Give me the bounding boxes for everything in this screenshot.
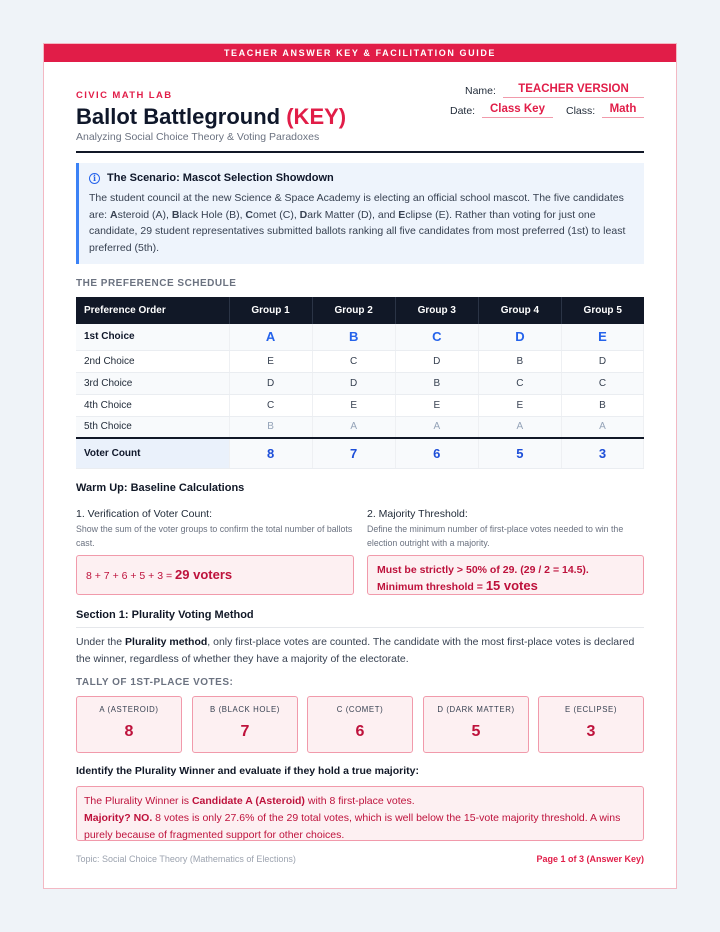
table-cell: A (229, 324, 312, 350)
tally-card: B (BLACK HOLE) 7 (192, 696, 298, 753)
winner-question: Identify the Plurality Winner and evaluate if they hold a true majority: (76, 765, 419, 777)
plurality-description: Under the Plurality method, only first-place votes are counted. The candidate with the most first-place votes is declared the winner, regardless of whether they have a majority of the electorate. (76, 636, 635, 665)
voter-count-cell: 7 (312, 438, 395, 468)
section1-heading: Section 1: Plurality Voting Method (76, 609, 254, 621)
table-header: Group 2 (312, 297, 395, 324)
worksheet-page (43, 43, 677, 889)
key-tag: (KEY) (286, 104, 347, 129)
table-cell: E (478, 394, 561, 416)
name-field[interactable]: TEACHER VERSION (503, 82, 644, 98)
q1-description: Show the sum of the voter groups to confirm the total number of ballots cast. (76, 524, 353, 548)
row-label: 4th Choice (76, 394, 229, 416)
table-cell: C (312, 350, 395, 372)
table-row (76, 372, 644, 394)
table-cell: A (395, 416, 478, 438)
table-cell: B (395, 372, 478, 394)
table-header: Preference Order (76, 297, 229, 324)
table-row (76, 394, 644, 416)
table-cell: C (395, 324, 478, 350)
voter-count-cell: 5 (478, 438, 561, 468)
table-cell: D (229, 372, 312, 394)
table-cell: D (478, 324, 561, 350)
table-header: Group 1 (229, 297, 312, 324)
lab-label: CIVIC MATH LAB (76, 90, 173, 101)
table-cell: B (312, 324, 395, 350)
page-title: Ballot Battleground (KEY) (76, 104, 347, 129)
page-subtitle: Analyzing Social Choice Theory & Voting Paradoxes (76, 131, 320, 143)
q2-answer-box[interactable]: Must be strictly > 50% of 29. (29 / 2 = 14.5). Minimum threshold = 15 votes (367, 555, 644, 595)
footer-topic: Topic: Social Choice Theory (Mathematics of Elections) (76, 854, 296, 864)
table-cell: A (478, 416, 561, 438)
table-cell: B (478, 350, 561, 372)
table-header: Group 3 (395, 297, 478, 324)
voter-count-cell: 6 (395, 438, 478, 468)
scenario-callout (76, 163, 644, 264)
tally-card: E (ECLIPSE) 3 (538, 696, 644, 753)
row-label: 3rd Choice (76, 372, 229, 394)
table-row (76, 416, 644, 438)
voter-count-cell: 3 (561, 438, 643, 468)
voter-count-row (76, 438, 644, 468)
scenario-heading: The Scenario: Mascot Selection Showdown (107, 172, 334, 184)
table-cell: D (312, 372, 395, 394)
footer-page-number: Page 1 of 3 (Answer Key) (536, 854, 644, 864)
table-cell: C (478, 372, 561, 394)
answer-key-banner: TEACHER ANSWER KEY & FACILITATION GUIDE (44, 44, 676, 62)
header-divider (76, 151, 644, 153)
table-cell: D (561, 350, 643, 372)
table-cell: D (395, 350, 478, 372)
tally-card: C (COMET) 6 (307, 696, 413, 753)
tally-card: D (DARK MATTER) 5 (423, 696, 529, 753)
winner-answer-box[interactable]: The Plurality Winner is Candidate A (Asteroid) with 8 first-place votes. Majority? NO. 8 votes is only 27.6% of the 29 total votes, which is well below the 15-vote majority threshold. A wins purely because of fragmented support for other choices. (76, 786, 644, 841)
table-row (76, 324, 644, 350)
q2-description: Define the minimum number of first-place votes needed to win the election outright with a majority. (367, 524, 624, 548)
preference-table (76, 297, 644, 469)
name-label: Name: (465, 85, 496, 97)
table-cell: C (561, 372, 643, 394)
row-label: 2nd Choice (76, 350, 229, 372)
row-label: 5th Choice (76, 416, 229, 438)
warmup-heading: Warm Up: Baseline Calculations (76, 482, 245, 494)
table-header-row (76, 297, 644, 324)
class-field[interactable]: Math (602, 102, 644, 118)
table-header: Group 4 (478, 297, 561, 324)
table-cell: A (312, 416, 395, 438)
tally-label: TALLY OF 1ST-PLACE VOTES: (76, 677, 234, 688)
table-cell: B (229, 416, 312, 438)
section-divider (76, 627, 644, 628)
table-cell: E (561, 324, 643, 350)
table-row (76, 350, 644, 372)
date-field[interactable]: Class Key (482, 102, 553, 118)
scenario-text: The student council at the new Science & Space Academy is electing an official school mascot. The five candidates are: Asteroid (A), Black Hole (B), Comet (C), Dark Matter (D), and Eclipse (E). Rather than voting for just one candidate, 29 student representatives submitted ballots ranking all five candidates from most preferred (1st) to least preferred (5th). (89, 192, 626, 254)
info-icon: i (89, 173, 100, 184)
table-cell: B (561, 394, 643, 416)
class-label: Class: (566, 105, 596, 117)
row-label: Voter Count (76, 438, 229, 468)
table-cell: A (561, 416, 643, 438)
table-cell: C (229, 394, 312, 416)
voter-count-cell: 8 (229, 438, 312, 468)
q1-answer-box[interactable]: 8 + 7 + 6 + 5 + 3 = 29 voters (76, 555, 354, 595)
date-label: Date: (450, 105, 476, 117)
table-header: Group 5 (561, 297, 643, 324)
table-cell: E (312, 394, 395, 416)
schedule-label: THE PREFERENCE SCHEDULE (76, 278, 237, 289)
row-label: 1st Choice (76, 324, 229, 350)
q1-title: 1. Verification of Voter Count: (76, 508, 212, 520)
q2-title: 2. Majority Threshold: (367, 508, 468, 520)
table-cell: E (395, 394, 478, 416)
table-cell: E (229, 350, 312, 372)
tally-card: A (ASTEROID) 8 (76, 696, 182, 753)
